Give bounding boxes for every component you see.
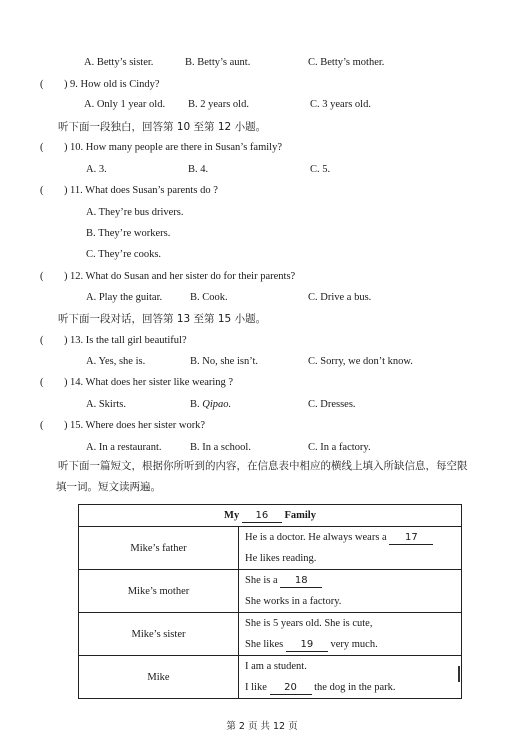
row-desc-sister: [239, 613, 462, 656]
row-desc-father: [239, 527, 462, 570]
blank-19[interactable]: 19: [286, 638, 328, 652]
q12-option-b: B. Cook.: [190, 292, 228, 303]
q8-option-c: C. Betty’s mother.: [308, 57, 385, 68]
q15-option-c: C. In a factory.: [308, 442, 371, 453]
q9-option-c: C. 3 years old.: [310, 99, 371, 110]
answer-paren-open: (: [40, 377, 44, 388]
table-row: [79, 656, 462, 699]
answer-paren-close: ): [64, 142, 68, 153]
q14-option-b: B. Qipao.: [190, 399, 232, 410]
answer-paren-close: ): [64, 420, 68, 431]
q12-option-c: C. Drive a bus.: [308, 292, 372, 303]
sister-line2-post: very much.: [330, 639, 378, 650]
dialogue-instruction: 听下面一段对话，回答第 13 至第 15 小题。: [58, 313, 267, 325]
mike-line2-pre: I like: [245, 682, 267, 693]
blank-20[interactable]: 20: [270, 681, 312, 695]
q8-option-a: A. Betty’s sister.: [84, 57, 154, 68]
q11-option-a: A. They’re bus drivers.: [86, 207, 184, 218]
table-title: [79, 505, 462, 527]
table-row: [79, 527, 462, 570]
q15-option-b: B. In a school.: [190, 442, 251, 453]
sister-line1: She is 5 years old. She is cute,: [245, 618, 373, 629]
answer-paren-close: ): [64, 185, 68, 196]
mike-line1: I am a student.: [245, 661, 307, 672]
page-footer: 第 2 页 共 12 页: [226, 721, 298, 732]
blank-16[interactable]: 16: [242, 509, 282, 523]
sister-line2-pre: She likes: [245, 639, 284, 650]
blank-17[interactable]: 17: [389, 531, 433, 545]
q12-option-a: A. Play the guitar.: [86, 292, 163, 303]
answer-paren-close: ): [64, 335, 68, 346]
answer-paren-open: (: [40, 185, 44, 196]
table-row: [79, 570, 462, 613]
q9-option-b: B. 2 years old.: [188, 99, 249, 110]
table-title-row: [79, 505, 462, 527]
info-table: [78, 504, 462, 699]
q13-option-a: A. Yes, she is.: [86, 356, 146, 367]
answer-paren-open: (: [40, 79, 44, 90]
q11-option-b: B. They’re workers.: [86, 228, 171, 239]
father-line1: He is a doctor. He always wears a: [245, 532, 387, 543]
answer-paren-open: (: [40, 335, 44, 346]
q11-option-c: C. They’re cooks.: [86, 249, 162, 260]
q13-option-b: B. No, she isn’t.: [190, 356, 259, 367]
q12-stem: 12. What do Susan and her sister do for their parents?: [70, 271, 296, 282]
q10-stem: 10. How many people are there in Susan’s family?: [70, 142, 282, 153]
row-desc-mike: [239, 656, 462, 699]
blank-18[interactable]: 18: [280, 574, 322, 588]
row-label-mother: Mike’s mother: [79, 570, 239, 613]
mike-line2-post: the dog in the park.: [314, 682, 396, 693]
table-title-suffix: Family: [284, 509, 316, 521]
row-label-sister: Mike’s sister: [79, 613, 239, 656]
q14-option-c: C. Dresses.: [308, 399, 356, 410]
table-row: [79, 613, 462, 656]
q9-option-a: A. Only 1 year old.: [84, 99, 166, 110]
answer-paren-close: ): [64, 79, 68, 90]
row-label-father: Mike’s father: [79, 527, 239, 570]
answer-paren-close: ): [64, 377, 68, 388]
q15-stem: 15. Where does her sister work?: [70, 420, 206, 431]
row-label-mike: Mike: [79, 656, 239, 699]
q11-stem: 11. What does Susan’s parents do ?: [70, 185, 218, 196]
q13-stem: 13. Is the tall girl beautiful?: [70, 335, 187, 346]
answer-paren-open: (: [40, 420, 44, 431]
q10-option-a: A. 3.: [86, 164, 107, 175]
q13-option-c: C. Sorry, we don’t know.: [308, 356, 413, 367]
answer-paren-close: ): [64, 271, 68, 282]
answer-paren-open: (: [40, 271, 44, 282]
q14-option-a: A. Skirts.: [86, 399, 126, 410]
q14-option-b-italic: Qipao.: [202, 399, 232, 410]
answer-paren-open: (: [40, 142, 44, 153]
monologue-instruction: 听下面一段独白，回答第 10 至第 12 小题。: [58, 121, 267, 133]
q8-option-b: B. Betty’s aunt.: [185, 57, 251, 68]
q10-option-c: C. 5.: [310, 164, 331, 175]
q15-option-a: A. In a restaurant.: [86, 442, 162, 453]
mother-line2: She works in a factory.: [245, 596, 342, 607]
q10-option-b: B. 4.: [188, 164, 209, 175]
q14-stem: 14. What does her sister like wearing ?: [70, 377, 234, 388]
scan-mark: [458, 666, 460, 682]
table-title-prefix: My: [224, 509, 240, 521]
father-line2: He likes reading.: [245, 553, 317, 564]
mother-line1: She is a: [245, 575, 278, 586]
q9-stem: 9. How old is Cindy?: [70, 79, 160, 90]
passage-instruction: 听下面一篇短文，根据你所听到的内容，在信息表中相应的横线上填入所缺信息，每空限填一词。短文读两遍。: [56, 460, 468, 493]
row-desc-mother: [239, 570, 462, 613]
